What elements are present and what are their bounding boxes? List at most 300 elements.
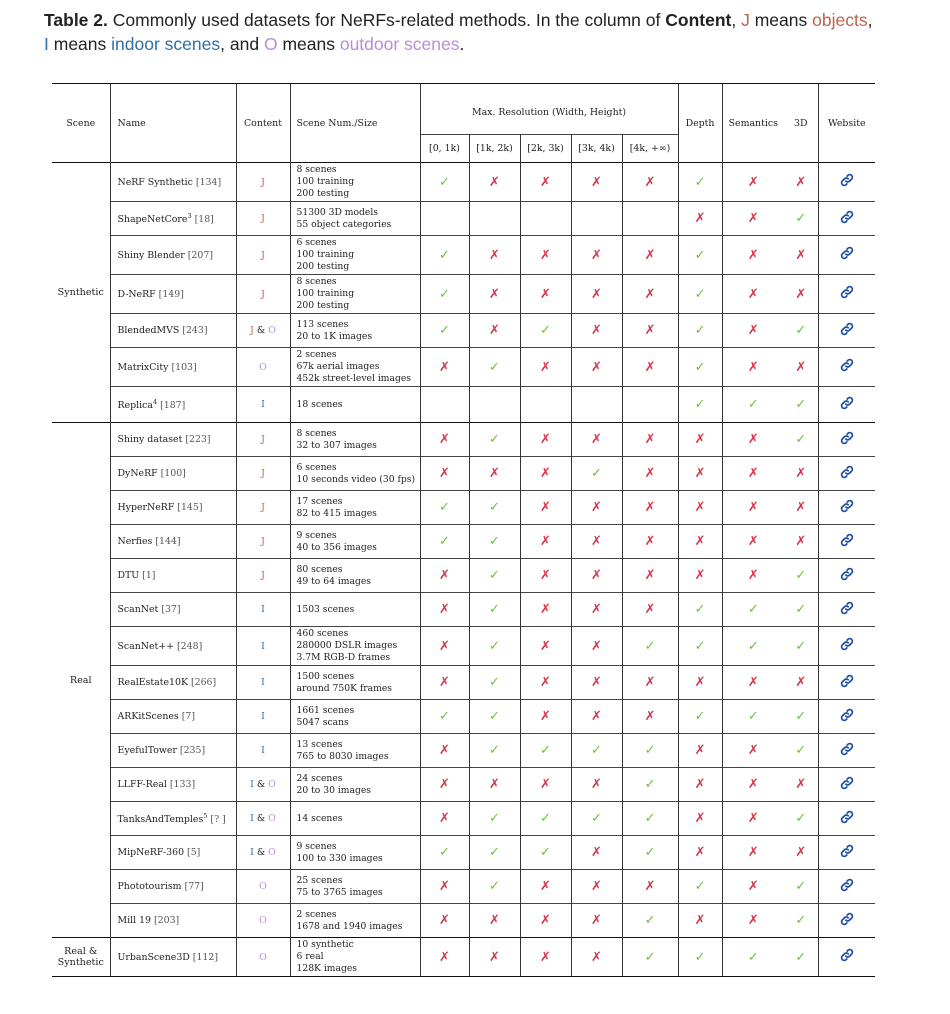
resolution-cell bbox=[420, 938, 469, 977]
cross-icon: ✗ bbox=[795, 466, 807, 481]
cross-icon: ✗ bbox=[540, 247, 551, 263]
footnote-mark: 4 bbox=[152, 397, 158, 406]
website-cell bbox=[818, 666, 875, 700]
dataset-name: Shiny Blender [207] bbox=[110, 236, 236, 275]
check-icon: ✓ bbox=[795, 602, 807, 617]
semantics-cell bbox=[722, 348, 784, 387]
depth-cell bbox=[678, 938, 722, 977]
resolution-cell bbox=[622, 236, 678, 275]
semantics-cell bbox=[722, 202, 784, 236]
outdoor-word: outdoor scenes bbox=[339, 34, 460, 54]
link-icon[interactable] bbox=[840, 499, 854, 513]
3d-cell bbox=[784, 593, 818, 627]
scene-cell bbox=[52, 938, 110, 977]
resolution-cell bbox=[571, 314, 622, 348]
link-icon[interactable] bbox=[840, 396, 854, 410]
semantics-cell bbox=[722, 802, 784, 836]
semantics-cell bbox=[722, 525, 784, 559]
cross-icon: ✗ bbox=[439, 777, 450, 792]
caption-label: Table 2. bbox=[44, 10, 108, 30]
dataset-name: EyefulTower [235] bbox=[110, 734, 236, 768]
content-sep: & bbox=[253, 847, 269, 858]
cross-icon: ✗ bbox=[489, 323, 500, 338]
cross-icon: ✗ bbox=[644, 534, 656, 549]
scene-size-cell: 8 scenes 32 to 307 images bbox=[290, 423, 420, 457]
cross-icon: ✗ bbox=[644, 466, 656, 481]
content-cell bbox=[236, 836, 290, 870]
link-icon[interactable] bbox=[840, 637, 854, 651]
cross-icon: ✗ bbox=[747, 432, 759, 447]
cross-icon: ✗ bbox=[540, 466, 551, 481]
check-icon: ✓ bbox=[489, 743, 500, 758]
check-icon: ✓ bbox=[489, 534, 500, 549]
cross-icon: ✗ bbox=[591, 500, 602, 515]
dataset-name: D-NeRF [149] bbox=[110, 275, 236, 314]
content-cell bbox=[236, 202, 290, 236]
cross-icon: ✗ bbox=[747, 323, 759, 338]
cross-icon: ✗ bbox=[747, 913, 759, 928]
table-row bbox=[52, 202, 875, 236]
citation-ref: [243] bbox=[182, 325, 208, 336]
resolution-cell bbox=[622, 593, 678, 627]
obj-glyph: J bbox=[261, 434, 265, 445]
check-icon: ✓ bbox=[795, 743, 807, 758]
cross-icon: ✗ bbox=[747, 743, 759, 758]
dataset-name: LLFF-Real [133] bbox=[110, 768, 236, 802]
resolution-cell bbox=[622, 700, 678, 734]
scene-size-cell: 8 scenes 100 training 200 testing bbox=[290, 163, 420, 202]
in-glyph: I bbox=[261, 711, 265, 722]
scene-size-cell: 2 scenes 67k aerial images 452k street-level images bbox=[290, 348, 420, 387]
scene-size-cell: 24 scenes 20 to 30 images bbox=[290, 768, 420, 802]
check-icon: ✓ bbox=[591, 743, 602, 758]
website-cell bbox=[818, 163, 875, 202]
dataset-name: ARKitScenes [7] bbox=[110, 700, 236, 734]
cross-icon: ✗ bbox=[795, 777, 807, 792]
semantics-cell bbox=[722, 870, 784, 904]
semantics-cell bbox=[722, 163, 784, 202]
check-icon: ✓ bbox=[694, 638, 706, 654]
link-icon[interactable] bbox=[840, 210, 854, 224]
content-cell bbox=[236, 525, 290, 559]
cross-icon: ✗ bbox=[694, 534, 706, 549]
resolution-cell bbox=[420, 870, 469, 904]
cross-icon: ✗ bbox=[644, 879, 656, 894]
resolution-cell bbox=[622, 734, 678, 768]
objects-glyph: J bbox=[741, 10, 750, 30]
website-cell bbox=[818, 423, 875, 457]
cross-icon: ✗ bbox=[591, 777, 602, 792]
resolution-cell bbox=[520, 836, 571, 870]
website-cell bbox=[818, 768, 875, 802]
cross-icon: ✗ bbox=[694, 743, 706, 758]
depth-cell bbox=[678, 593, 722, 627]
scene-size-cell: 6 scenes 100 training 200 testing bbox=[290, 236, 420, 275]
dataset-name: Phototourism [77] bbox=[110, 870, 236, 904]
check-icon: ✓ bbox=[747, 397, 759, 412]
link-icon[interactable] bbox=[840, 567, 854, 581]
cross-icon: ✗ bbox=[694, 568, 706, 583]
resolution-cell bbox=[520, 163, 571, 202]
scene-size-cell: 51300 3D models 55 object categories bbox=[290, 202, 420, 236]
scene-size-cell: 460 scenes 280000 DSLR images 3.7M RGB-D frames bbox=[290, 627, 420, 666]
citation-ref: [5] bbox=[187, 847, 201, 858]
website-cell bbox=[818, 348, 875, 387]
resolution-cell bbox=[520, 666, 571, 700]
content-sep: & bbox=[253, 779, 269, 790]
link-icon[interactable] bbox=[840, 322, 854, 336]
resolution-cell bbox=[520, 525, 571, 559]
caption-and: , and bbox=[220, 34, 260, 54]
citation-ref: [7] bbox=[181, 711, 195, 722]
obj-glyph: J bbox=[261, 213, 265, 224]
cross-icon: ✗ bbox=[795, 845, 807, 860]
resolution-cell bbox=[571, 734, 622, 768]
resolution-cell bbox=[622, 202, 678, 236]
semantics-cell bbox=[722, 423, 784, 457]
check-icon: ✓ bbox=[439, 500, 450, 515]
link-icon[interactable] bbox=[840, 431, 854, 445]
cross-icon: ✗ bbox=[795, 534, 807, 549]
citation-ref: [203] bbox=[154, 915, 180, 926]
citation-ref: [100] bbox=[160, 468, 186, 479]
table-row bbox=[52, 275, 875, 314]
citation-ref: [112] bbox=[192, 951, 219, 963]
dataset-name: HyperNeRF [145] bbox=[110, 491, 236, 525]
depth-cell bbox=[678, 870, 722, 904]
dataset-name: NeRF Synthetic [134] bbox=[110, 163, 236, 202]
link-icon[interactable] bbox=[840, 810, 854, 824]
citation-ref: [103] bbox=[171, 361, 197, 373]
website-cell bbox=[818, 525, 875, 559]
resolution-cell bbox=[520, 768, 571, 802]
header-res-0-1k: [0, 1k) bbox=[420, 135, 469, 163]
cross-icon: ✗ bbox=[540, 879, 551, 894]
cross-icon: ✗ bbox=[591, 568, 602, 583]
resolution-cell bbox=[520, 559, 571, 593]
depth-cell bbox=[678, 491, 722, 525]
resolution-cell bbox=[420, 163, 469, 202]
resolution-cell bbox=[420, 491, 469, 525]
link-icon[interactable] bbox=[840, 285, 854, 299]
resolution-cell bbox=[571, 870, 622, 904]
3d-cell bbox=[784, 491, 818, 525]
table-row bbox=[52, 236, 875, 275]
resolution-cell bbox=[571, 275, 622, 314]
table-row bbox=[52, 491, 875, 525]
website-cell bbox=[818, 236, 875, 275]
table-row bbox=[52, 904, 875, 938]
check-icon: ✓ bbox=[747, 709, 759, 724]
resolution-cell bbox=[571, 236, 622, 275]
3d-cell bbox=[784, 423, 818, 457]
3d-cell bbox=[784, 275, 818, 314]
semantics-cell bbox=[722, 559, 784, 593]
resolution-cell bbox=[469, 802, 520, 836]
cross-icon: ✗ bbox=[694, 913, 706, 928]
resolution-cell bbox=[420, 314, 469, 348]
check-icon: ✓ bbox=[540, 811, 551, 826]
check-icon: ✓ bbox=[694, 247, 706, 263]
header-res-3k-4k: [3k, 4k) bbox=[571, 135, 622, 163]
website-cell bbox=[818, 457, 875, 491]
resolution-cell bbox=[571, 457, 622, 491]
resolution-cell bbox=[571, 593, 622, 627]
depth-cell bbox=[678, 275, 722, 314]
resolution-cell bbox=[571, 163, 622, 202]
scene-size-cell: 113 scenes 20 to 1K images bbox=[290, 314, 420, 348]
depth-cell bbox=[678, 202, 722, 236]
citation-ref: [? ] bbox=[210, 814, 226, 826]
depth-cell bbox=[678, 387, 722, 423]
caption-period: . bbox=[459, 34, 465, 54]
link-icon[interactable] bbox=[840, 358, 854, 372]
link-icon[interactable] bbox=[840, 674, 854, 688]
cross-icon: ✗ bbox=[644, 286, 656, 302]
cross-icon: ✗ bbox=[540, 675, 551, 690]
resolution-cell bbox=[622, 904, 678, 938]
cross-icon: ✗ bbox=[747, 879, 759, 894]
cross-icon: ✗ bbox=[489, 913, 500, 928]
table-row bbox=[52, 559, 875, 593]
resolution-cell bbox=[469, 627, 520, 666]
resolution-cell bbox=[520, 734, 571, 768]
header-website: Website bbox=[818, 84, 875, 163]
website-cell bbox=[818, 202, 875, 236]
resolution-cell bbox=[571, 202, 622, 236]
resolution-cell bbox=[420, 802, 469, 836]
footnote-mark: 3 bbox=[187, 211, 192, 220]
cross-icon: ✗ bbox=[439, 602, 450, 617]
cross-icon: ✗ bbox=[747, 247, 759, 263]
in-glyph: I bbox=[250, 779, 254, 790]
semantics-cell bbox=[722, 734, 784, 768]
cross-icon: ✗ bbox=[694, 432, 706, 447]
cross-icon: ✗ bbox=[747, 568, 759, 583]
resolution-cell bbox=[571, 768, 622, 802]
resolution-cell bbox=[469, 348, 520, 387]
obj-glyph: J bbox=[250, 325, 254, 336]
resolution-cell bbox=[469, 236, 520, 275]
cross-icon: ✗ bbox=[540, 709, 551, 724]
link-icon[interactable] bbox=[840, 948, 854, 962]
cross-icon: ✗ bbox=[644, 602, 656, 617]
link-icon[interactable] bbox=[840, 601, 854, 615]
header-semantics: Semantics bbox=[722, 84, 784, 163]
depth-cell bbox=[678, 525, 722, 559]
content-cell bbox=[236, 423, 290, 457]
in-glyph: I bbox=[261, 677, 265, 688]
resolution-cell bbox=[622, 275, 678, 314]
caption-comma-2: , bbox=[867, 10, 873, 30]
cross-icon: ✗ bbox=[795, 247, 807, 263]
resolution-cell bbox=[420, 387, 469, 423]
website-cell bbox=[818, 387, 875, 423]
resolution-cell bbox=[520, 387, 571, 423]
citation-ref: [37] bbox=[161, 604, 181, 615]
resolution-cell bbox=[420, 202, 469, 236]
check-icon: ✓ bbox=[694, 286, 706, 302]
citation-ref: [266] bbox=[190, 677, 217, 688]
check-icon: ✓ bbox=[489, 359, 500, 375]
cross-icon: ✗ bbox=[540, 432, 551, 447]
table-row bbox=[52, 163, 875, 202]
resolution-cell bbox=[571, 938, 622, 977]
resolution-cell bbox=[469, 457, 520, 491]
link-icon[interactable] bbox=[840, 844, 854, 858]
depth-cell bbox=[678, 348, 722, 387]
scene-size-cell: 80 scenes 49 to 64 images bbox=[290, 559, 420, 593]
resolution-cell bbox=[520, 423, 571, 457]
resolution-cell bbox=[571, 387, 622, 423]
cross-icon: ✗ bbox=[439, 913, 450, 928]
table-row bbox=[52, 768, 875, 802]
scene-size-cell: 2 scenes 1678 and 1940 images bbox=[290, 904, 420, 938]
resolution-cell bbox=[420, 457, 469, 491]
link-icon[interactable] bbox=[840, 878, 854, 892]
check-icon: ✓ bbox=[489, 811, 500, 826]
resolution-cell bbox=[622, 802, 678, 836]
semantics-cell bbox=[722, 836, 784, 870]
check-icon: ✓ bbox=[795, 211, 807, 226]
obj-glyph: J bbox=[261, 288, 265, 300]
cross-icon: ✗ bbox=[439, 675, 450, 690]
cross-icon: ✗ bbox=[540, 174, 551, 190]
depth-cell bbox=[678, 836, 722, 870]
website-cell bbox=[818, 559, 875, 593]
check-icon: ✓ bbox=[489, 675, 500, 690]
link-icon[interactable] bbox=[840, 246, 854, 260]
link-icon[interactable] bbox=[840, 533, 854, 547]
3d-cell bbox=[784, 768, 818, 802]
cross-icon: ✗ bbox=[489, 247, 500, 263]
3d-cell bbox=[784, 348, 818, 387]
cross-icon: ✗ bbox=[747, 811, 759, 826]
3d-cell bbox=[784, 836, 818, 870]
content-cell bbox=[236, 904, 290, 938]
resolution-cell bbox=[571, 559, 622, 593]
resolution-cell bbox=[469, 904, 520, 938]
link-icon[interactable] bbox=[840, 173, 854, 187]
resolution-cell bbox=[420, 275, 469, 314]
cross-icon: ✗ bbox=[489, 466, 500, 481]
depth-cell bbox=[678, 423, 722, 457]
resolution-cell bbox=[420, 836, 469, 870]
table-body bbox=[52, 163, 875, 977]
link-icon[interactable] bbox=[840, 776, 854, 790]
check-icon: ✓ bbox=[795, 432, 807, 447]
check-icon: ✓ bbox=[489, 709, 500, 724]
resolution-cell bbox=[622, 768, 678, 802]
content-cell bbox=[236, 559, 290, 593]
resolution-cell bbox=[469, 559, 520, 593]
out-glyph: O bbox=[259, 915, 267, 926]
cross-icon: ✗ bbox=[747, 286, 759, 302]
cross-icon: ✗ bbox=[540, 638, 551, 654]
obj-glyph: J bbox=[261, 249, 265, 261]
cross-icon: ✗ bbox=[540, 534, 551, 549]
cross-icon: ✗ bbox=[644, 709, 656, 724]
cross-icon: ✗ bbox=[439, 638, 450, 654]
cross-icon: ✗ bbox=[591, 709, 602, 724]
link-icon[interactable] bbox=[840, 708, 854, 722]
check-icon: ✓ bbox=[489, 638, 500, 654]
depth-cell bbox=[678, 236, 722, 275]
check-icon: ✓ bbox=[489, 879, 500, 894]
content-cell bbox=[236, 457, 290, 491]
website-cell bbox=[818, 938, 875, 977]
resolution-cell bbox=[622, 423, 678, 457]
table-row bbox=[52, 836, 875, 870]
in-glyph: I bbox=[261, 745, 265, 756]
check-icon: ✓ bbox=[591, 811, 602, 826]
cross-icon: ✗ bbox=[439, 359, 450, 375]
outdoor-glyph: O bbox=[263, 34, 278, 54]
scene-size-cell: 1503 scenes bbox=[290, 593, 420, 627]
cross-icon: ✗ bbox=[439, 568, 450, 583]
content-cell bbox=[236, 593, 290, 627]
in-glyph: I bbox=[261, 640, 265, 652]
cross-icon: ✗ bbox=[540, 949, 551, 965]
cross-icon: ✗ bbox=[644, 247, 656, 263]
content-cell bbox=[236, 666, 290, 700]
resolution-cell bbox=[469, 423, 520, 457]
link-icon[interactable] bbox=[840, 742, 854, 756]
cross-icon: ✗ bbox=[591, 359, 602, 375]
check-icon: ✓ bbox=[439, 323, 450, 338]
link-icon[interactable] bbox=[840, 912, 854, 926]
resolution-cell bbox=[469, 202, 520, 236]
check-icon: ✓ bbox=[540, 743, 551, 758]
check-icon: ✓ bbox=[795, 949, 807, 965]
3d-cell bbox=[784, 387, 818, 423]
check-icon: ✓ bbox=[694, 359, 706, 375]
semantics-cell bbox=[722, 491, 784, 525]
semantics-cell bbox=[722, 627, 784, 666]
content-cell bbox=[236, 938, 290, 977]
table-row bbox=[52, 423, 875, 457]
content-cell bbox=[236, 491, 290, 525]
citation-ref: [223] bbox=[185, 434, 211, 445]
footnote-mark: 5 bbox=[203, 811, 208, 820]
resolution-cell bbox=[520, 870, 571, 904]
dataset-name: RealEstate10K [266] bbox=[110, 666, 236, 700]
resolution-cell bbox=[469, 314, 520, 348]
resolution-cell bbox=[469, 525, 520, 559]
resolution-cell bbox=[622, 525, 678, 559]
scene-size-cell: 10 synthetic 6 real 128K images bbox=[290, 938, 420, 977]
resolution-cell bbox=[520, 275, 571, 314]
cross-icon: ✗ bbox=[747, 174, 759, 190]
header-max-resolution: Max. Resolution (Width, Height) bbox=[420, 84, 678, 135]
cross-icon: ✗ bbox=[591, 879, 602, 894]
depth-cell bbox=[678, 666, 722, 700]
resolution-cell bbox=[469, 593, 520, 627]
citation-ref: [1] bbox=[142, 570, 156, 581]
link-icon[interactable] bbox=[840, 465, 854, 479]
semantics-cell bbox=[722, 457, 784, 491]
cross-icon: ✗ bbox=[795, 174, 807, 190]
resolution-cell bbox=[420, 525, 469, 559]
resolution-cell bbox=[420, 423, 469, 457]
resolution-cell bbox=[469, 163, 520, 202]
check-icon: ✓ bbox=[795, 397, 807, 412]
website-cell bbox=[818, 593, 875, 627]
citation-ref: [134] bbox=[195, 176, 222, 188]
depth-cell bbox=[678, 314, 722, 348]
header-content: Content bbox=[236, 84, 290, 163]
3d-cell bbox=[784, 559, 818, 593]
